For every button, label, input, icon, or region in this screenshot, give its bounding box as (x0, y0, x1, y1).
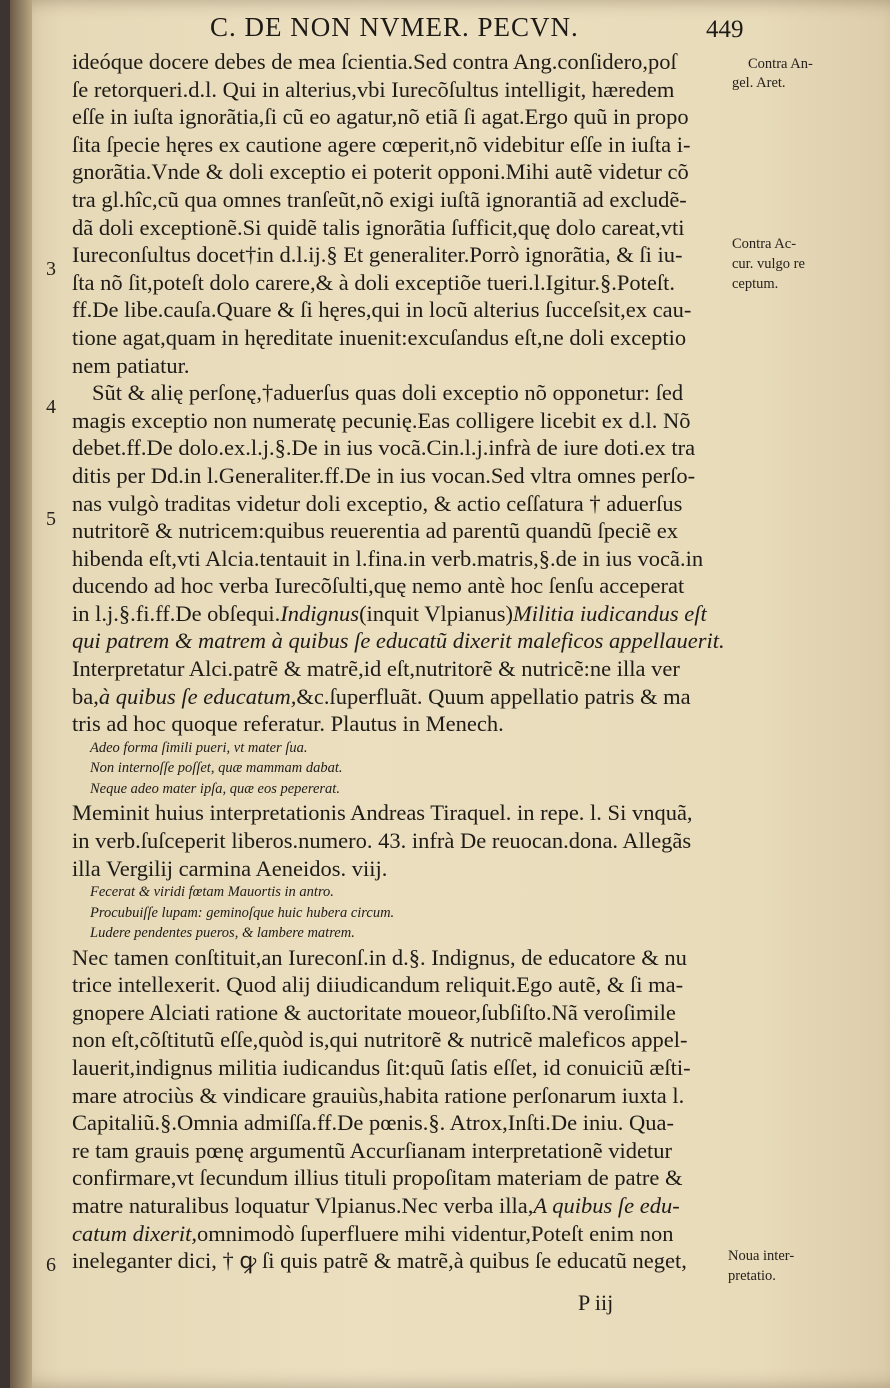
text-line: gnopere Alciati ratione & auctoritate moueor,ſubſiſto.Nã veroſimile (72, 999, 676, 1025)
text-line: ineleganter dici, † ꝙ ſi quis patrẽ & matrẽ,à quibus ſe educatũ neget, (72, 1248, 687, 1274)
text-line: trice intellexerit. Quod alij diiudicandum reliquit.Ego autẽ, & ſi ma- (72, 972, 684, 998)
text-line: non eſt,cõſtitutũ eſſe,quòd is,qui nutritorẽ & nutricẽ maleficos appel- (72, 1027, 688, 1053)
text-line: ſta nõ ſit,poteſt dolo carere,& à doli exceptiõe tueri.l.Igitur.§.Poteſt. (72, 269, 675, 295)
text-line: magis exceptio non numeratę pecunię.Eas colligere licebit ex d.l. Nõ (72, 407, 691, 433)
text-line: ſe retorqueri.d.l. Qui in alterius,vbi Iurecõſultus intelligit, hæredem (72, 76, 675, 102)
text-fragment: in l.j.§.fi.ff.De obſequi. (72, 600, 281, 626)
line-number: 6 (46, 1254, 56, 1276)
verse-line: Adeo forma ſimili pueri, vt mater ſua. (90, 739, 308, 756)
marginal-note: gel. Aret. (732, 75, 786, 91)
text-line: eſſe in iuſta ignorãtia,ſi cũ eo agatur,nõ etiã ſi agat.Ergo quũ in propo (72, 104, 689, 130)
text-line: tris ad hoc quoque referatur. Plautus in Menech. (72, 711, 504, 737)
text-line: re tam grauis pœnę argumentũ Accurſianam interpretationẽ videtur (72, 1137, 672, 1163)
book-page (10, 0, 890, 1388)
text-line: ducendo ad hoc verba Iurecõſulti,quę nemo antè hoc ſenſu acceperat (72, 573, 685, 599)
text-line: ſita ſpecie hęres ex cautione agere cœperit,nõ videbitur eſſe in iuſta i- (72, 131, 691, 157)
verse-line: Neque adeo mater ipſa, quæ eos pepererat. (90, 780, 340, 797)
page-gutter (10, 0, 32, 1388)
marginal-note: cur. vulgo re (732, 256, 805, 272)
marginal-note: pretatio. (728, 1268, 776, 1284)
verse-line: Procubuiſſe lupam: geminoſque huic hubera circum. (90, 904, 395, 921)
text-line: tra gl.hîc,cũ qua omnes tranſeũt,nõ exigi iuſtã ignorantiã ad excludẽ- (72, 186, 687, 212)
text-line: nem patiatur. (72, 352, 190, 378)
verse-line: Non internoſſe poſſet, quæ mammam dabat. (90, 760, 343, 777)
text-line: Interpretatur Alci.patrẽ & matrẽ,id eſt,nutritorẽ & nutricẽ:ne illa ver (72, 656, 680, 682)
text-fragment: matre naturalibus loquatur Vlpianus.Nec verba illa, (72, 1192, 534, 1218)
line-number: 5 (46, 508, 56, 530)
text-line: nas vulgò traditas videtur doli exceptio, & actio ceſſatura † aduerſus (72, 490, 683, 516)
marginal-note: Noua inter- (728, 1248, 795, 1264)
text-line: Iureconſultus docet†in d.l.ij.§ Et generaliter.Porrò ignorãtia, & ſi iu- (72, 242, 683, 268)
italic-quote: Indignus (280, 600, 360, 626)
text-line: Meminit huius interpretationis Andreas Tiraquel. in repe. l. Si vnquã, (72, 800, 693, 826)
verse-line: Fecerat & viridi fœtam Mauortis in antro. (90, 884, 334, 901)
text-line: dã doli exceptionẽ.Si quidẽ talis ignorãtia ſufficit,quę dolo careat,vti (72, 214, 685, 240)
text-line: illa Vergilij carmina Aeneidos. viij. (72, 855, 388, 881)
text-line: gnorãtia.Vnde & doli exceptio ei poterit opponi.Mihi autẽ videtur cõ (72, 159, 689, 185)
marginal-note: ceptum. (732, 276, 779, 292)
text-line (72, 1220, 744, 1248)
text-line (72, 600, 744, 628)
italic-quote: Militia iudicandus eſt (513, 600, 707, 626)
text-line: tione agat,quam in hęreditate inuenit:excuſandus eſt,ne doli exceptio (72, 324, 687, 350)
text-fragment: omnimodò ſuperfluere mihi videntur,Poteſt enim non (196, 1220, 674, 1246)
text-fragment: &c.ſuperfluãt. Quum appellatio patris & ma (296, 683, 691, 709)
text-line (72, 683, 744, 711)
signature-mark: P iij (578, 1290, 614, 1315)
italic-quote: à quibus ſe educatum, (98, 683, 297, 709)
text-line: mare atrociùs & vindicare grauiùs,habita ratione perſonarum iuxta l. (72, 1082, 685, 1108)
text-line: Nec tamen conſtituit,an Iureconſ.in d.§. Indignus, de educatore & nu (72, 944, 687, 970)
page-number: 449 (706, 16, 744, 43)
italic-quote: catum dixerit, (72, 1220, 197, 1246)
marginal-note: Contra An- (748, 56, 813, 72)
text-line: hibenda eſt,vti Alcia.tentauit in l.fina.in verb.matris,§.de in ius vocã.in (72, 545, 704, 571)
text-line: in verb.ſuſceperit liberos.numero. 43. infrà De reuocan.dona. Allegãs (72, 827, 692, 853)
text-fragment: (inquit Vlpianus) (359, 600, 514, 626)
text-fragment: ba, (72, 683, 99, 709)
line-number: 3 (46, 258, 56, 280)
italic-quote: A quibus ſe edu- (533, 1192, 680, 1218)
text-line (72, 1192, 744, 1220)
text-line: debet.ff.De dolo.ex.l.j.§.De in ius vocã.Cin.l.j.infrà de iure doti.ex tra (72, 435, 696, 461)
text-line: nutritorẽ & nutricem:quibus reuerentia ad parentũ quandũ ſpeciẽ ex (72, 518, 679, 544)
text-line: lauerit,indignus militia iudicandus ſit:quũ ſatis eſſet, id conuiciũ æſti- (72, 1055, 691, 1080)
running-head: C. DE NON NVMER. PECVN. (210, 12, 579, 42)
text-line: confirmare,vt ſecundum illius tituli propoſitam materiam de patre & (72, 1165, 683, 1191)
verse-line: Ludere pendentes pueros, & lambere matrem. (90, 925, 355, 942)
text-line: ditis per Dd.in l.Generaliter.ff.De in ius vocan.Sed vltra omnes perſo- (72, 462, 696, 488)
text-line: ideóque docere debes de mea ſcientia.Sed contra Ang.conſidero,poſ (72, 49, 677, 74)
text-line: Sũt & alię perſonę,†aduerſus quas doli exceptio nõ opponetur: ſed (92, 380, 684, 406)
text-line: qui patrem & matrem à quibus ſe educatũ dixerit maleficos appellauerit. (72, 628, 725, 654)
text-line: ff.De libe.cauſa.Quare & ſi hęres,qui in locũ alterius ſucceſsit,ex cau- (72, 297, 692, 323)
main-text-block (72, 48, 744, 1275)
text-line: Capitaliũ.§.Omnia admiſſa.ff.De pœnis.§. Atrox,Inſti.De iniu. Qua- (72, 1110, 674, 1136)
line-number: 4 (46, 396, 56, 418)
marginal-note: Contra Ac- (732, 236, 797, 252)
